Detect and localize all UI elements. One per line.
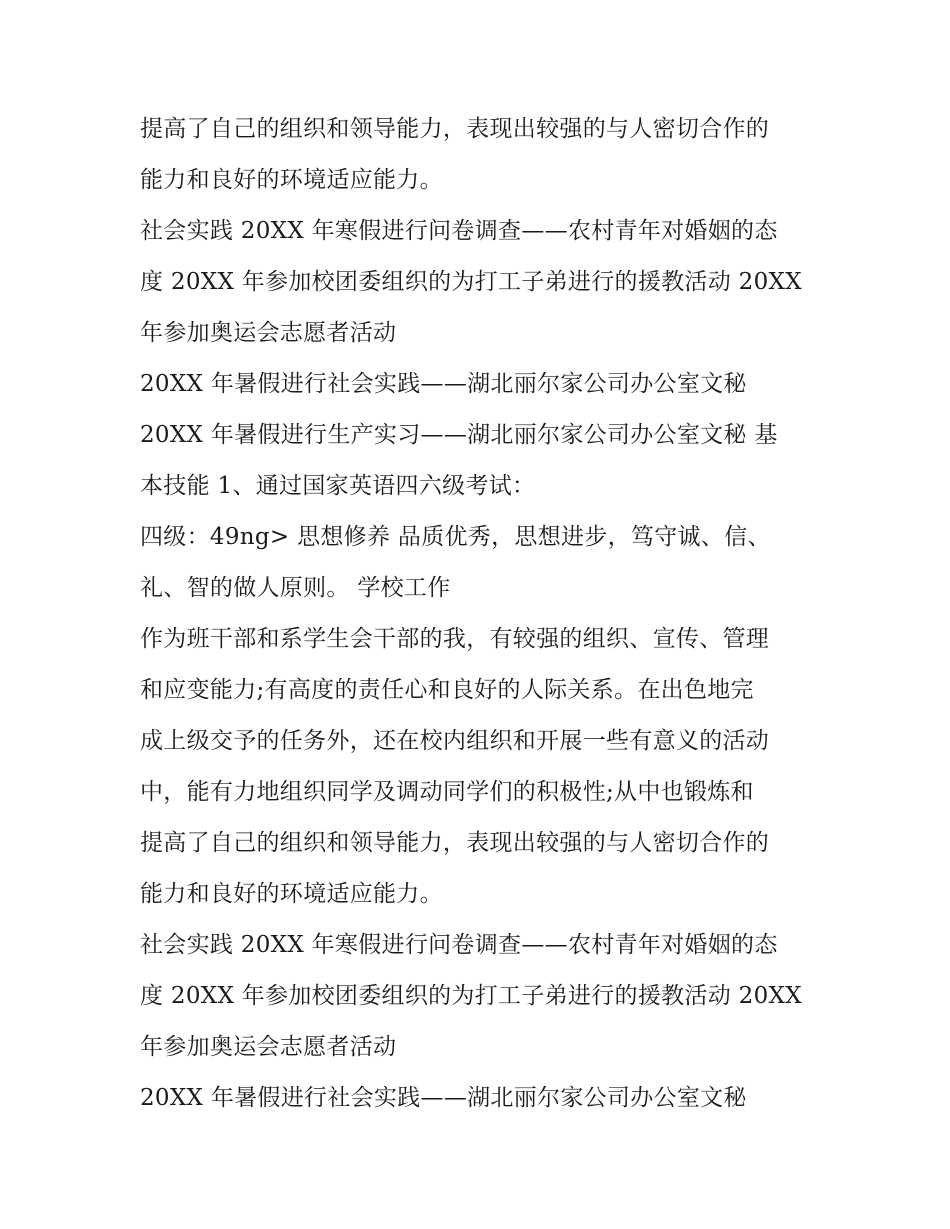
text-line: 20XX 年暑假进行生产实习——湖北丽尔家公司办公室文秘 基 <box>140 422 778 448</box>
text-line: 四级：49ng> 思想修养 品质优秀，思想进步，笃守诚、信、 <box>140 524 771 550</box>
text-line: 能力和良好的环境适应能力。 <box>140 881 443 907</box>
text-line: 社会实践 20XX 年寒假进行问卷调查——农村青年对婚姻的态 <box>140 218 778 244</box>
text-line: 礼、智的做人原则。 学校工作 <box>140 575 451 601</box>
text-line: 和应变能力;有高度的责任心和良好的人际关系。在出色地完 <box>140 677 754 703</box>
text-line: 年参加奥运会志愿者活动 <box>140 320 397 346</box>
text-line: 度 20XX 年参加校团委组织的为打工子弟进行的援教活动 20XX <box>140 269 802 295</box>
text-line: 社会实践 20XX 年寒假进行问卷调查——农村青年对婚姻的态 <box>140 932 778 958</box>
text-line: 20XX 年暑假进行社会实践——湖北丽尔家公司办公室文秘 <box>140 1085 747 1111</box>
text-line: 本技能 1、通过国家英语四六级考试： <box>140 473 536 499</box>
text-line: 年参加奥运会志愿者活动 <box>140 1034 397 1060</box>
text-line: 中，能有力地组织同学及调动同学们的积极性;从中也锻炼和 <box>140 779 754 805</box>
text-line: 提高了自己的组织和领导能力，表现出较强的与人密切合作的 <box>140 830 770 856</box>
text-line: 提高了自己的组织和领导能力，表现出较强的与人密切合作的 <box>140 116 770 142</box>
text-line: 能力和良好的环境适应能力。 <box>140 167 443 193</box>
text-line: 作为班干部和系学生会干部的我，有较强的组织、宣传、管理 <box>140 626 770 652</box>
text-line: 20XX 年暑假进行社会实践——湖北丽尔家公司办公室文秘 <box>140 371 747 397</box>
text-line: 度 20XX 年参加校团委组织的为打工子弟进行的援教活动 20XX <box>140 983 802 1009</box>
text-line: 成上级交予的任务外，还在校内组织和开展一些有意义的活动 <box>140 728 770 754</box>
